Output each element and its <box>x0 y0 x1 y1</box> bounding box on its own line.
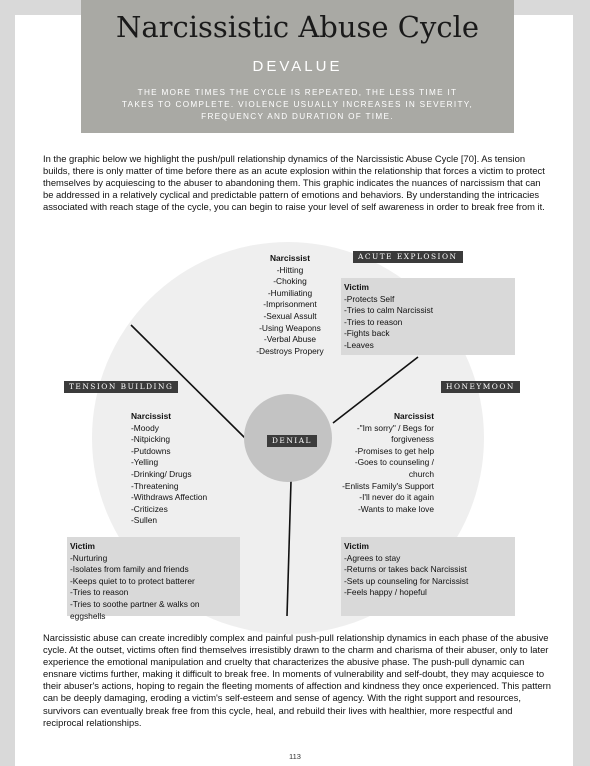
honeymoon-narcissist-heading: Narcissist <box>393 411 434 421</box>
tension-narcissist-heading: Narcissist <box>131 411 172 421</box>
list-item: -Tries to reason <box>344 316 403 327</box>
list-item: -Sets up counseling for Narcissist <box>344 575 469 586</box>
list-item: -Destroys Propery <box>256 345 324 356</box>
page-subtitle: DEVALUE <box>252 58 343 75</box>
list-item: -Nurturing <box>70 552 108 563</box>
header-banner <box>81 0 514 133</box>
tension-victim-heading: Victim <box>70 541 95 551</box>
intro-paragraph: In the graphic below we highlight the push/pull relationship dynamics of the Narcissistic Abuse Cycle [70]. As tension builds, there is only matter of time before there as an acute explosion within the relationship that forces a victim to protect themselves by acquiescing to the abuser to abandoning them. This graphic indicates the nuances of narcissism that can be addressed in a relatively cyclical and predictable pattern of emotions and behaviors. By understanding the intricacies associated with reach stage of the cycle, you can begin to raise your level of self awareness in order to break free from it. <box>43 153 545 213</box>
tension-building-label: TENSION BUILDING <box>64 381 178 393</box>
list-item: -Isolates from family and friends <box>70 564 189 575</box>
list-item: -Yelling <box>131 457 159 468</box>
acute-victim-box <box>341 278 515 355</box>
list-item: -Choking <box>273 276 307 287</box>
tension-narcissist-list <box>131 411 236 527</box>
list-item: -Agrees to stay <box>344 552 401 563</box>
banner-note: THE MORE TIMES THE CYCLE IS REPEATED, THE LESS TIME IT TAKES TO COMPLETE. VIOLENCE USUALLY INCREASES IN SEVERITY, FREQUENCY AND DURATION OF TIME. <box>121 88 474 121</box>
list-item: -"Im sorry" / Begs for forgiveness <box>356 422 434 445</box>
list-item: -Imprisonment <box>263 299 317 310</box>
list-item: -Leaves <box>344 339 374 350</box>
page-number: 113 <box>289 752 301 761</box>
list-item: -Criticizes <box>131 503 168 514</box>
list-item: -Promises to get help <box>354 445 434 456</box>
honeymoon-label: HONEYMOON <box>441 381 520 393</box>
outro-paragraph: Narcissistic abuse can create incredibly complex and painful push-pull relationship dynamics in each phase of the abusive cycle. At the outset, victims often find themselves irresistibly drawn to the charm and charisma of their abuser, only to later experience the emotional manipulation and cruelty that characterizes the abusive phase. The push-pull dynamic can ensnare victims further, making it difficult to break free. In moments of vulnerability and self-doubt, they may acquiesce to their abuser's actions, hoping to regain the fleeting moments of affection and kindness they once experienced. This pattern can be deeply damaging, eroding a victim's self-esteem and sense of agency. With the right support and resources, survivors can eventually break free from this cycle, heal, and rebuild their lives with healthier, more respectful and reciprocal relationships. <box>43 632 552 728</box>
list-item: -Enlists Family's Support <box>342 480 434 491</box>
list-item: -Tries to calm Narcissist <box>344 305 434 316</box>
list-item: -Tries to reason <box>70 587 129 598</box>
acute-explosion-label: ACUTE EXPLOSION <box>353 251 463 263</box>
list-item: -Moody <box>131 422 159 433</box>
list-item: -Nitpicking <box>131 434 171 445</box>
list-item: -Drinking/ Drugs <box>131 468 192 479</box>
denial-label: DENIAL <box>267 435 317 447</box>
list-item: -Threatening <box>131 480 179 491</box>
acute-narcissist-list <box>240 253 340 357</box>
list-item: -Using Weapons <box>259 322 321 333</box>
list-item: -Feels happy / hopeful <box>344 587 427 598</box>
list-item: -Sexual Assult <box>263 310 317 321</box>
honeymoon-narcissist-list <box>342 411 434 515</box>
list-item: -Verbal Abuse <box>263 334 317 345</box>
acute-victim-heading: Victim <box>344 282 369 292</box>
list-item: -Protects Self <box>344 293 395 304</box>
list-item: -Keeps quiet to to protect batterer <box>70 575 195 586</box>
acute-narcissist-heading: Narcissist <box>269 253 311 263</box>
list-item: -Withdraws Affection <box>131 492 208 503</box>
page-title: Narcissistic Abuse Cycle <box>115 10 480 44</box>
list-item: -Sullen <box>131 515 158 526</box>
list-item: -Hitting <box>276 264 304 275</box>
list-item: -Fights back <box>344 328 390 339</box>
list-item: -Wants to make love <box>357 503 434 514</box>
honeymoon-victim-heading: Victim <box>344 541 369 551</box>
list-item: -Goes to counseling / church <box>354 457 434 479</box>
list-item: -I'll never do it again <box>359 492 434 503</box>
honeymoon-victim-box <box>341 537 515 616</box>
list-item: -Returns or takes back Narcissist <box>344 564 467 575</box>
list-item: -Putdowns <box>131 445 171 456</box>
list-item: -Tries to soothe partner & walks on eggshells <box>70 598 200 621</box>
tension-victim-box <box>67 537 240 621</box>
list-item: -Humiliating <box>267 287 313 298</box>
